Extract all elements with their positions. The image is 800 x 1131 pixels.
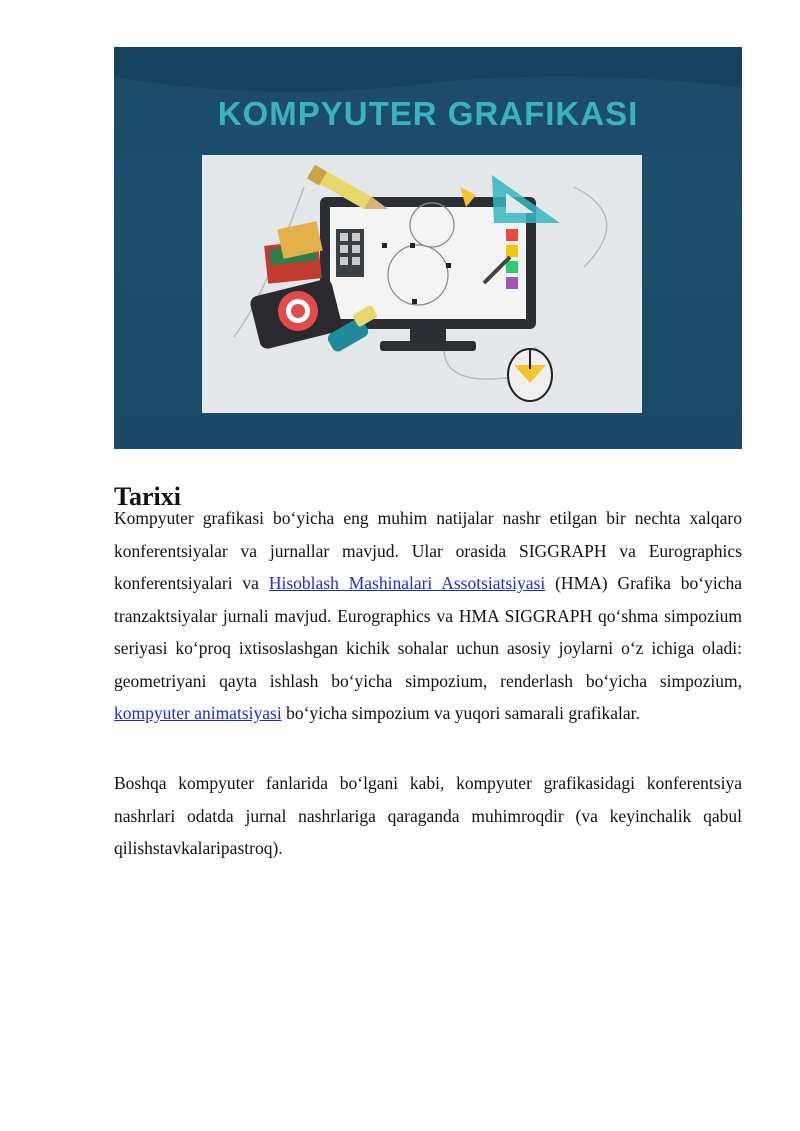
- paragraph-text: bo‘yicha simpozium va yuqori samarali grafikalar.: [281, 703, 640, 723]
- paragraph-history: [114, 502, 742, 730]
- mouse-icon: [508, 349, 552, 401]
- paragraph-text: Kompyuter grafikasi bo‘yicha eng muhim natijalar nashr etilgan bir nechta xalqaro konferentsiyalar va jurnallar mavjud. Ular orasida SIGGRAPH va Eurographics konferentsiyalari va: [114, 508, 742, 593]
- paragraph-text: (HMA) Grafika bo‘yicha tranzaktsiyalar jurnali mavjud. Eurographics va HMA SIGGRAPH qo‘shma simpozium seriyasi ko‘proq ixtisoslashgan kichik sohalar uchun asosiy joylarni o‘z ichiga oladi: geometriyani qayta ishlash bo‘yicha simpozium, renderlash bo‘yicha simpozium,: [114, 573, 743, 691]
- banner-title: KOMPYUTER GRAFIKASI: [217, 95, 639, 132]
- link-computer-animation[interactable]: kompyuter animatsiyasi: [114, 703, 282, 723]
- banner-illustration: [114, 47, 742, 449]
- link-acm[interactable]: Hisoblash Mashinalari Assotsiatsiyasi: [268, 573, 546, 593]
- section-heading: Tarixi: [114, 481, 181, 511]
- paragraph-conferences: Boshqa kompyuter fanlarida bo‘lgani kabi, kompyuter grafikasidagi konferentsiya nashrlari odatda jurnal nashrlariga qaraganda muhimroqdir (va keyinchalik qabul qilishstavkalaripastroq).: [114, 773, 742, 858]
